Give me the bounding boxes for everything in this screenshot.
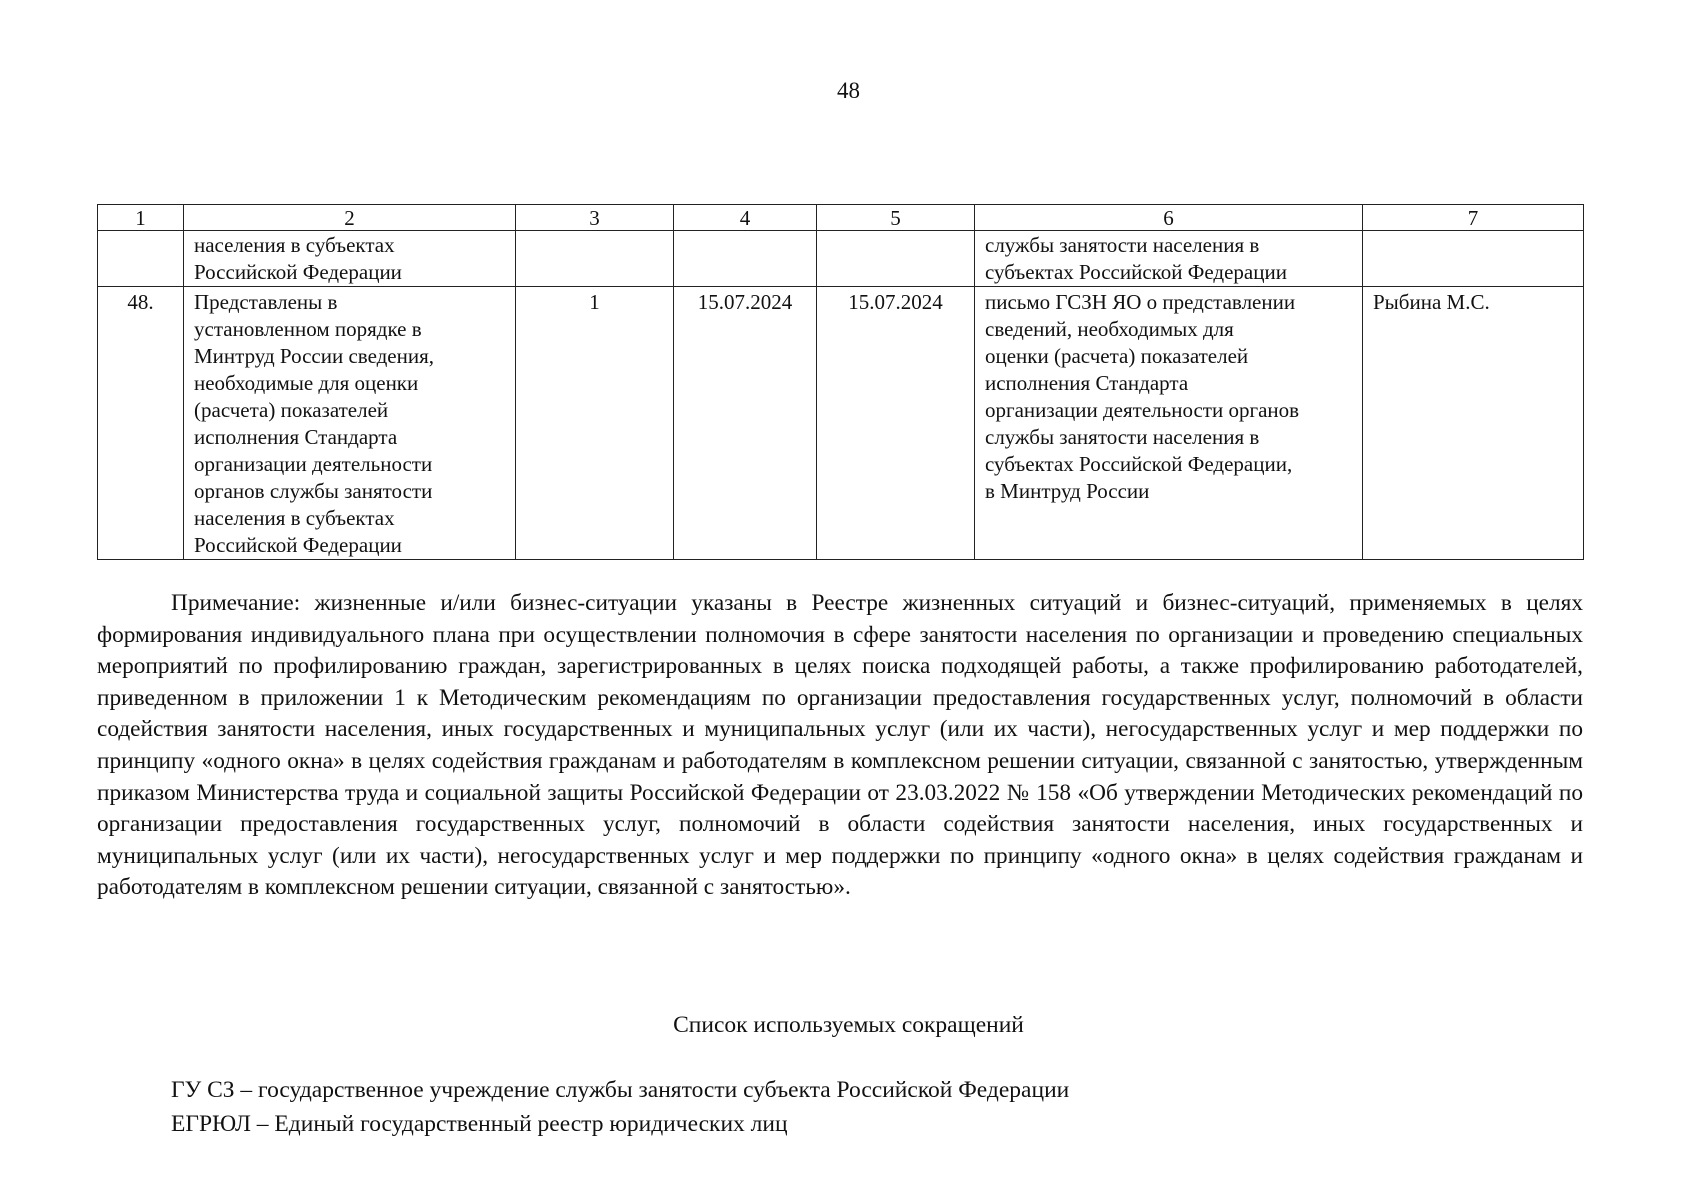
cell-line: населения в субъектах [194, 233, 395, 257]
cell-line: исполнения Стандарта [194, 425, 398, 449]
cell-line: письмо ГСЗН ЯО о представлении [985, 290, 1296, 314]
header-cell: 5 [817, 205, 975, 231]
header-cell: 1 [98, 205, 184, 231]
cell-line: Минтруд России сведения, [194, 344, 435, 368]
cell-start-date [674, 231, 817, 287]
cell-start-date: 15.07.2024 [674, 287, 817, 560]
cell-line: организации деятельности органов [985, 398, 1300, 422]
cell-line: субъектах Российской Федерации, [985, 452, 1293, 476]
abbreviations-title: Список используемых сокращений [673, 1012, 1024, 1038]
table-row-48 [98, 287, 1584, 560]
cell-line: в Минтруд России [985, 479, 1150, 503]
cell-line: организации деятельности [194, 452, 433, 476]
cell-line: исполнения Стандарта [985, 371, 1189, 395]
table-header-row [98, 205, 1584, 231]
cell-result [184, 231, 516, 287]
abbreviation-item: ЕГРЮЛ – Единый государственный реестр юридических лиц [171, 1111, 788, 1137]
cell-line: органов службы занятости [194, 479, 433, 503]
table-row-continuation [98, 231, 1584, 287]
header-cell: 4 [674, 205, 817, 231]
cell-document [975, 231, 1363, 287]
cell-responsible: Рыбина М.С. [1363, 287, 1584, 560]
cell-line: необходимые для оценки [194, 371, 419, 395]
cell-line: службы занятости населения в [985, 233, 1260, 257]
cell-end-date [817, 231, 975, 287]
abbreviations-list [171, 1073, 1069, 1141]
cell-line: службы занятости населения в [985, 425, 1260, 449]
cell-quantity: 1 [516, 287, 674, 560]
header-cell: 6 [975, 205, 1363, 231]
cell-line: оценки (расчета) показателей [985, 344, 1249, 368]
page-number: 48 [837, 78, 860, 103]
cell-document [975, 287, 1363, 560]
note-paragraph: Примечание: жизненные и/или бизнес-ситуации указаны в Реестре жизненных ситуаций и бизнес-ситуаций, применяемых в целях формирования индивидуального плана при осуществлении полномочия в сфере занятости населения по организации и проведению специальных мероприятий по профилированию граждан, зарегистрированных в целях поиска подходящей работы, а также профилированию работодателей, приведенном в приложении 1 к Методическим рекомендациям по организации предоставления государственных услуг, полномочий в области содействия занятости населения, иных государственных и муниципальных услуг (или их части), негосударственных услуг и мер поддержки по принципу «одного окна» в целях содействия гражданам и работодателям в комплексном решении ситуации, связанной с занятостью, утвержденным приказом Министерства труда и социальной защиты Российской Федерации от 23.03.2022 № 158 «Об утверждении Методических рекомендаций по организации предоставления государственных услуг, полномочий в области содействия занятости населения, иных государственных и муниципальных услуг (или их части), негосударственных услуг и мер поддержки по принципу «одного окна» в целях содействия гражданам и работодателям в комплексном решении ситуации, связанной с занятостью». [97, 590, 1583, 901]
cell-line: (расчета) показателей [194, 398, 389, 422]
abbreviation-item: ГУ СЗ – государственное учреждение службы занятости субъекта Российской Федерации [171, 1077, 1070, 1103]
cell-line: Российской Федерации [194, 260, 402, 284]
cell-line: Представлены в [194, 290, 338, 314]
cell-quantity [516, 231, 674, 287]
cell-line: установленном порядке в [194, 317, 422, 341]
plan-table [97, 204, 1584, 560]
header-cell: 2 [184, 205, 516, 231]
cell-line: сведений, необходимых для [985, 317, 1234, 341]
cell-number: 48. [98, 287, 184, 560]
cell-line: Российской Федерации [194, 533, 402, 557]
cell-responsible [1363, 231, 1584, 287]
cell-result [184, 287, 516, 560]
cell-end-date: 15.07.2024 [817, 287, 975, 560]
header-cell: 7 [1363, 205, 1584, 231]
header-cell: 3 [516, 205, 674, 231]
cell-number [98, 231, 184, 287]
cell-line: населения в субъектах [194, 506, 395, 530]
cell-line: субъектах Российской Федерации [985, 260, 1287, 284]
